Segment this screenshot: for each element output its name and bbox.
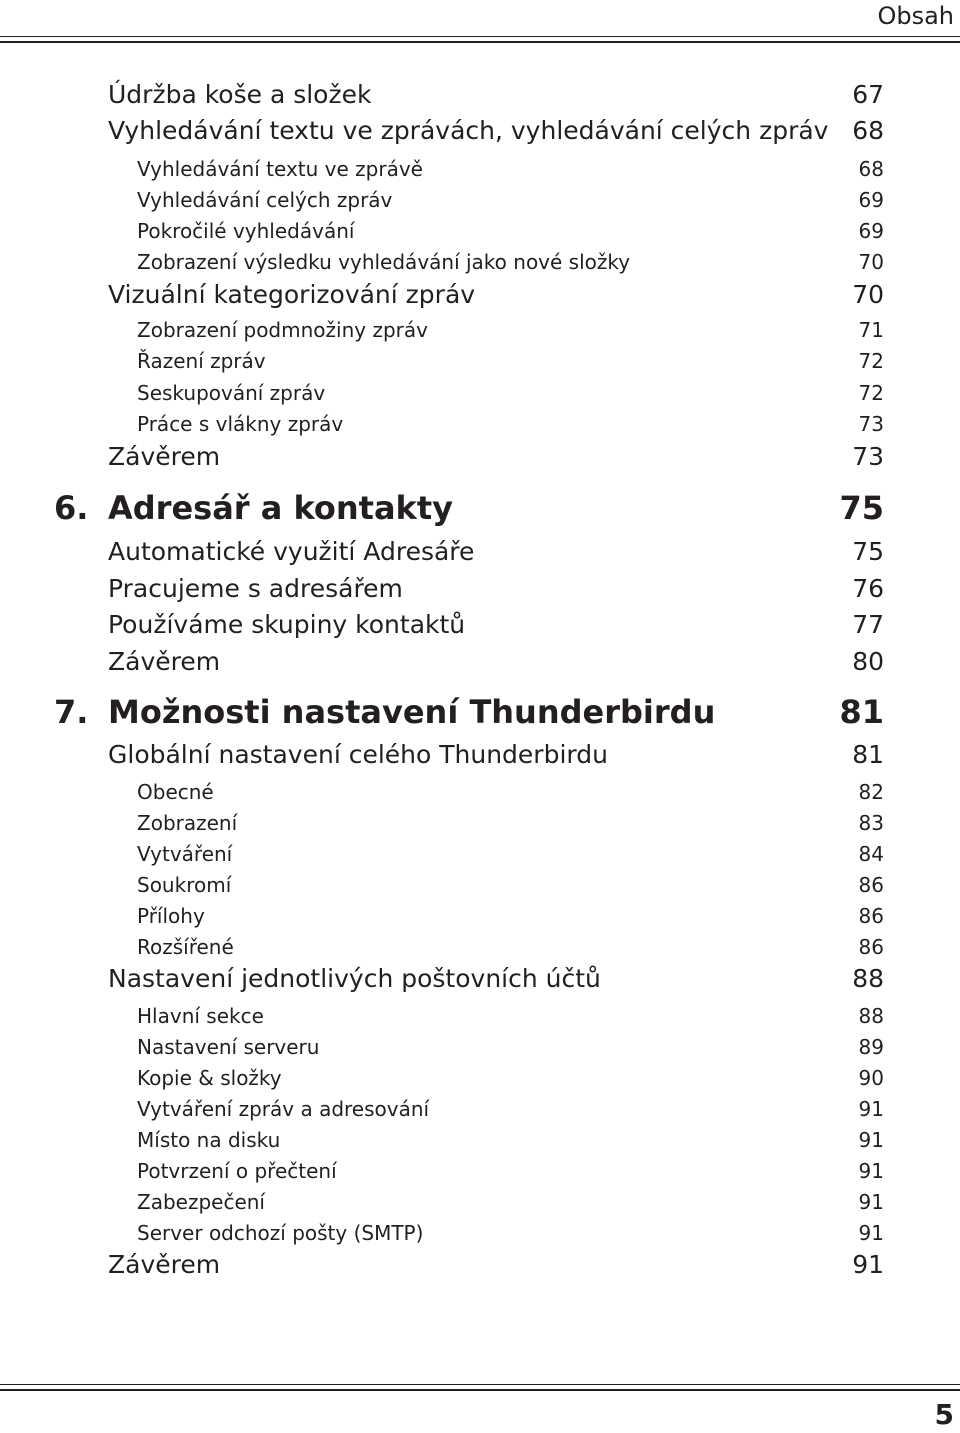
toc-entry-page: 91 — [858, 1221, 884, 1245]
toc-entry-title: Globální nastavení celého Thunderbirdu — [108, 740, 608, 769]
toc-entry-title: Používáme skupiny kontaktů — [108, 610, 466, 639]
toc-entry-title: Místo na disku — [137, 1128, 281, 1152]
toc-entry-title: Rozšířené — [137, 935, 234, 959]
toc-entry-title: Seskupování zpráv — [137, 381, 326, 405]
page-number: 5 — [934, 1398, 954, 1431]
toc-entry-page: 72 — [858, 349, 884, 373]
toc-entry-page: 86 — [858, 904, 884, 928]
toc-entry-title: Vyhledávání textu ve zprávách, vyhledávání celých zpráv — [108, 116, 829, 145]
toc-entry-page: 91 — [858, 1190, 884, 1214]
toc-chapter-title: Možnosti nastavení Thunderbirdu — [108, 693, 716, 731]
toc-chapter-title: Adresář a kontakty — [108, 489, 453, 527]
toc-chapter-page: 81 — [839, 693, 884, 731]
toc-entry-title: Nastavení serveru — [137, 1035, 320, 1059]
toc-entry-page: 86 — [858, 873, 884, 897]
toc-chapter-page: 75 — [839, 489, 884, 527]
toc-entry-page: 70 — [852, 280, 884, 309]
toc-entry-page: 82 — [858, 780, 884, 804]
toc-entry-title: Zobrazení podmnožiny zpráv — [137, 318, 428, 342]
toc-chapter-number: 7. — [54, 693, 89, 731]
toc-entry-title: Závěrem — [108, 647, 221, 676]
toc-entry-title: Potvrzení o přečtení — [137, 1159, 337, 1183]
header-rule — [0, 36, 960, 43]
toc-entry-page: 69 — [858, 188, 884, 212]
toc-entry-page: 91 — [858, 1097, 884, 1121]
toc-entry-title: Závěrem — [108, 1250, 221, 1279]
toc-entry-title: Hlavní sekce — [137, 1004, 264, 1028]
toc-entry-title: Obecné — [137, 780, 214, 804]
toc-entry-page: 90 — [858, 1066, 884, 1090]
toc-entry-page: 91 — [852, 1250, 884, 1279]
toc-entry-title: Vyhledávání celých zpráv — [137, 188, 393, 212]
toc-entry-page: 68 — [858, 157, 884, 181]
toc-entry-page: 88 — [852, 964, 884, 993]
toc-entry-page: 80 — [852, 647, 884, 676]
toc-entry-page: 73 — [858, 412, 884, 436]
toc-entry-page: 86 — [858, 935, 884, 959]
toc-entry-page: 67 — [852, 80, 884, 109]
toc-entry-title: Pokročilé vyhledávání — [137, 219, 355, 243]
toc-entry-title: Práce s vlákny zpráv — [137, 412, 344, 436]
toc-entry-title: Soukromí — [137, 873, 232, 897]
toc-entry-page: 73 — [852, 442, 884, 471]
toc-entry-page: 72 — [858, 381, 884, 405]
toc-entry-title: Zobrazení výsledku vyhledávání jako nové složky — [137, 250, 631, 274]
toc-entry-page: 68 — [852, 116, 884, 145]
toc-entry-page: 75 — [852, 537, 884, 566]
toc-entry-page: 81 — [852, 740, 884, 769]
toc-entry-title: Vytváření zpráv a adresování — [137, 1097, 430, 1121]
footer-rule — [0, 1384, 960, 1391]
toc-chapter-number: 6. — [54, 489, 89, 527]
toc-entry-page: 83 — [858, 811, 884, 835]
toc-entry-title: Zabezpečení — [137, 1190, 265, 1214]
toc-entry-page: 70 — [858, 250, 884, 274]
toc-entry-page: 89 — [858, 1035, 884, 1059]
toc-entry-page: 91 — [858, 1159, 884, 1183]
toc-entry-page: 71 — [858, 318, 884, 342]
toc-entry-page: 84 — [858, 842, 884, 866]
toc-entry-title: Závěrem — [108, 442, 221, 471]
toc-entry-title: Automatické využití Adresáře — [108, 537, 475, 566]
toc-entry-page: 69 — [858, 219, 884, 243]
toc-entry-title: Nastavení jednotlivých poštovních účtů — [108, 964, 601, 993]
toc-entry-title: Vytváření — [137, 842, 233, 866]
toc-entry-title: Server odchozí pošty (SMTP) — [137, 1221, 424, 1245]
toc-entry-title: Údržba koše a složek — [108, 80, 372, 109]
toc-entry-page: 88 — [858, 1004, 884, 1028]
toc-entry-title: Vizuální kategorizování zpráv — [108, 280, 476, 309]
toc-entry-page: 77 — [852, 610, 884, 639]
toc-entry-title: Pracujeme s adresářem — [108, 574, 403, 603]
toc-entry-title: Vyhledávání textu ve zprávě — [137, 157, 423, 181]
toc-entry-title: Zobrazení — [137, 811, 238, 835]
toc-entry-title: Kopie & složky — [137, 1066, 282, 1090]
toc-entry-title: Přílohy — [137, 904, 205, 928]
toc-entry-page: 91 — [858, 1128, 884, 1152]
toc-entry-title: Řazení zpráv — [137, 349, 266, 373]
toc-entry-page: 76 — [852, 574, 884, 603]
page-header-title: Obsah — [877, 2, 954, 30]
